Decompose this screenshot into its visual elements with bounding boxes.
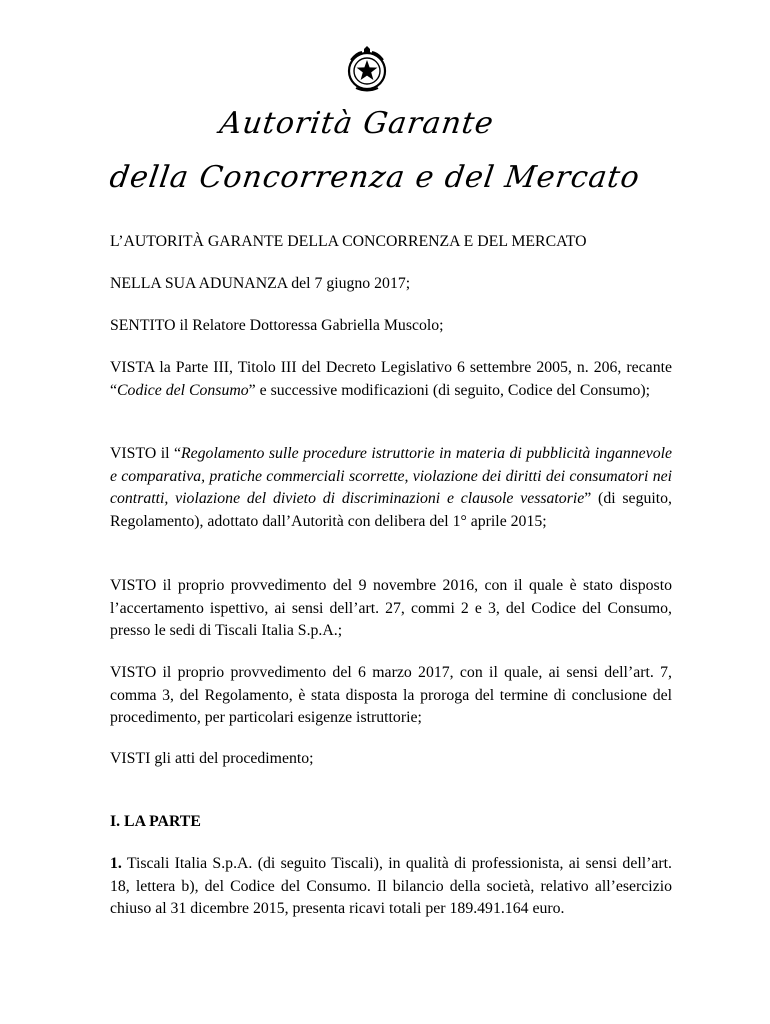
document-title: L’AUTORITÀ GARANTE DELLA CONCORRENZA E DEL MERCATO — [110, 233, 587, 250]
vista-paragraph — [110, 357, 672, 402]
visto-regolamento-italic: Regolamento sulle procedure istruttorie in materia di pubblicità ingannevole e comparativa, pratiche commerciali scorrette, violazione dei diritti dei consumatori nei contratti, violazione del divieto di discriminazioni e clausole vessatorie — [110, 445, 673, 508]
vista-text-italic: Codice del Consumo — [117, 381, 249, 399]
paragraph-1 — [110, 853, 672, 921]
section-heading: I. LA PARTE — [110, 813, 201, 830]
adunanza-line: NELLA SUA ADUNANZA del 7 giugno 2017; — [110, 275, 411, 292]
paragraph-1-text: Tiscali Italia S.p.A. (di seguito Tiscali), in qualità di professionista, ai sensi dell’art. 18, lettera b), del Codice del Consumo. Il bilancio della società, relativo all’esercizio chiuso al 31 dicembre 2015, presenta ricavi totali per 189.491.164 euro. — [110, 855, 672, 918]
paragraph-1-number: 1. — [110, 855, 122, 872]
logo-line-1: Autorità Garante — [217, 106, 497, 141]
visto-provvedimento-1: VISTO il proprio provvedimento del 9 novembre 2016, con il quale è stato disposto l’accertamento ispettivo, ai sensi dell’art. 27, commi 2 e 3, del Codice del Consumo, presso le sedi di Tiscali Italia S.p.A.; — [110, 577, 672, 640]
vista-text-before: VISTA la Parte III, Titolo III del Decreto Legislativo 6 settembre 2005, n. 206, recante “ — [110, 359, 672, 399]
visto-regolamento-after: ” (di seguito, Regolamento), adottato dall’Autorità con delibera del 1° aprile 2015; — [110, 490, 672, 530]
visti-line: VISTI gli atti del procedimento; — [110, 750, 314, 767]
logo-line-2: della Concorrenza e del Mercato — [107, 160, 643, 195]
visto-regolamento-paragraph — [110, 443, 672, 533]
visto-regolamento-before: VISTO il “ — [110, 445, 181, 462]
sentito-line: SENTITO il Relatore Dottoressa Gabriella Muscolo; — [110, 317, 444, 334]
vista-text-after: ” e successive modificazioni (di seguito, Codice del Consumo); — [248, 381, 651, 399]
visto-provvedimento-2: VISTO il proprio provvedimento del 6 marzo 2017, con il quale, ai sensi dell’art. 7, comma 3, del Regolamento, è stata disposta la proroga del termine di conclusione del procedimento, per particolari esigenze istruttorie; — [110, 664, 672, 727]
italian-republic-emblem-icon — [342, 44, 392, 94]
